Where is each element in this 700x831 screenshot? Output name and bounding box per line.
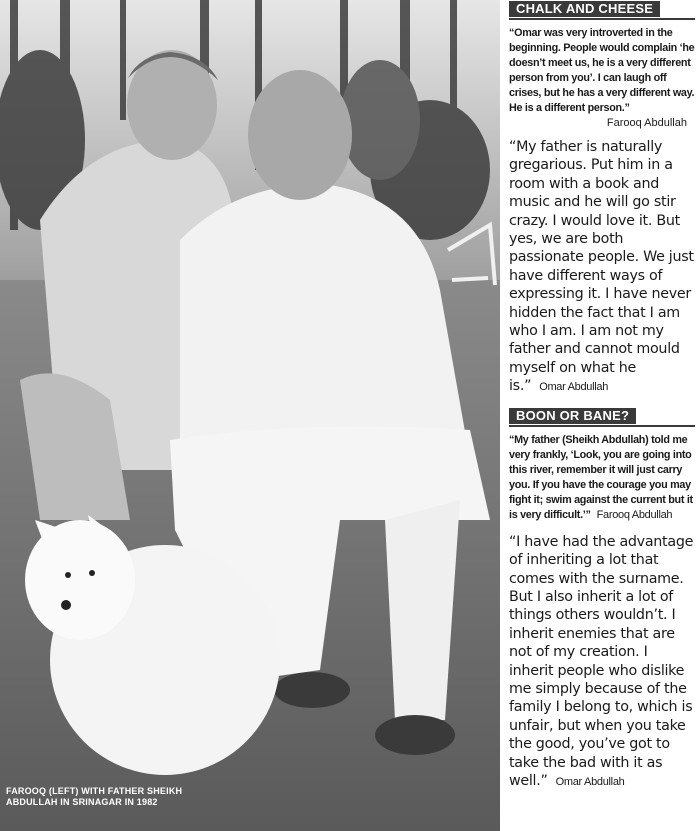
section-header-bar <box>509 0 695 20</box>
section-boon-or-bane <box>509 407 695 792</box>
sidebar-column <box>509 0 695 831</box>
section-header-bar <box>509 407 695 427</box>
quote-attribution: Farooq Abdullah <box>606 117 687 129</box>
section-chalk-and-cheese <box>509 0 695 397</box>
quote-attribution: Omar Abdullah <box>539 381 609 394</box>
photo-caption: FAROOQ (LEFT) WITH FATHER SHEIKH ABDULLAH IN SRINAGAR IN 1982 <box>6 786 183 807</box>
section-header: CHALK AND CHEESE <box>509 1 660 17</box>
farooq-quote-2-text: “My father (Sheikh Abdullah) told me very frankly, ‘Look, you are going into this river, remember it will just carry you. If you have the courage you may fight it; swim against the current but it is very difficult.’” <box>509 433 693 521</box>
farooq-quote-2 <box>509 433 695 523</box>
omar-quote-2 <box>509 533 695 792</box>
omar-quote-1-text: “My father is naturally gregarious. Put him in a room with a book and music and he will go stir crazy. I would love it. But yes, we are both passionate people. We just have different ways of expressing it. I have never hidden the fact that I am who I am. I am not my father and cannot mould myself on what he is.” <box>509 139 694 395</box>
section-header: BOON OR BANE? <box>509 408 636 424</box>
quote-attribution: Farooq Abdullah <box>596 508 673 521</box>
quote-attribution: Omar Abdullah <box>555 775 625 788</box>
farooq-quote-1: “Omar was very introverted in the beginning. People would complain ‘he doesn’t meet us, he is a very different person from you’. I can laugh off crises, but he has a very different way. He is a different person.” <box>509 27 695 114</box>
omar-quote-1 <box>509 138 695 397</box>
omar-quote-2-text: “I have had the advantage of inheriting a lot that comes with the surname. But I also inherit a lot of things others wouldn’t. I inherit enemies that are not of my creation. I inherit people who dislike me simply because of the family I belong to, which is unfair, but when you take the good, you’ve got to take the bad with it as well.” <box>509 533 694 789</box>
